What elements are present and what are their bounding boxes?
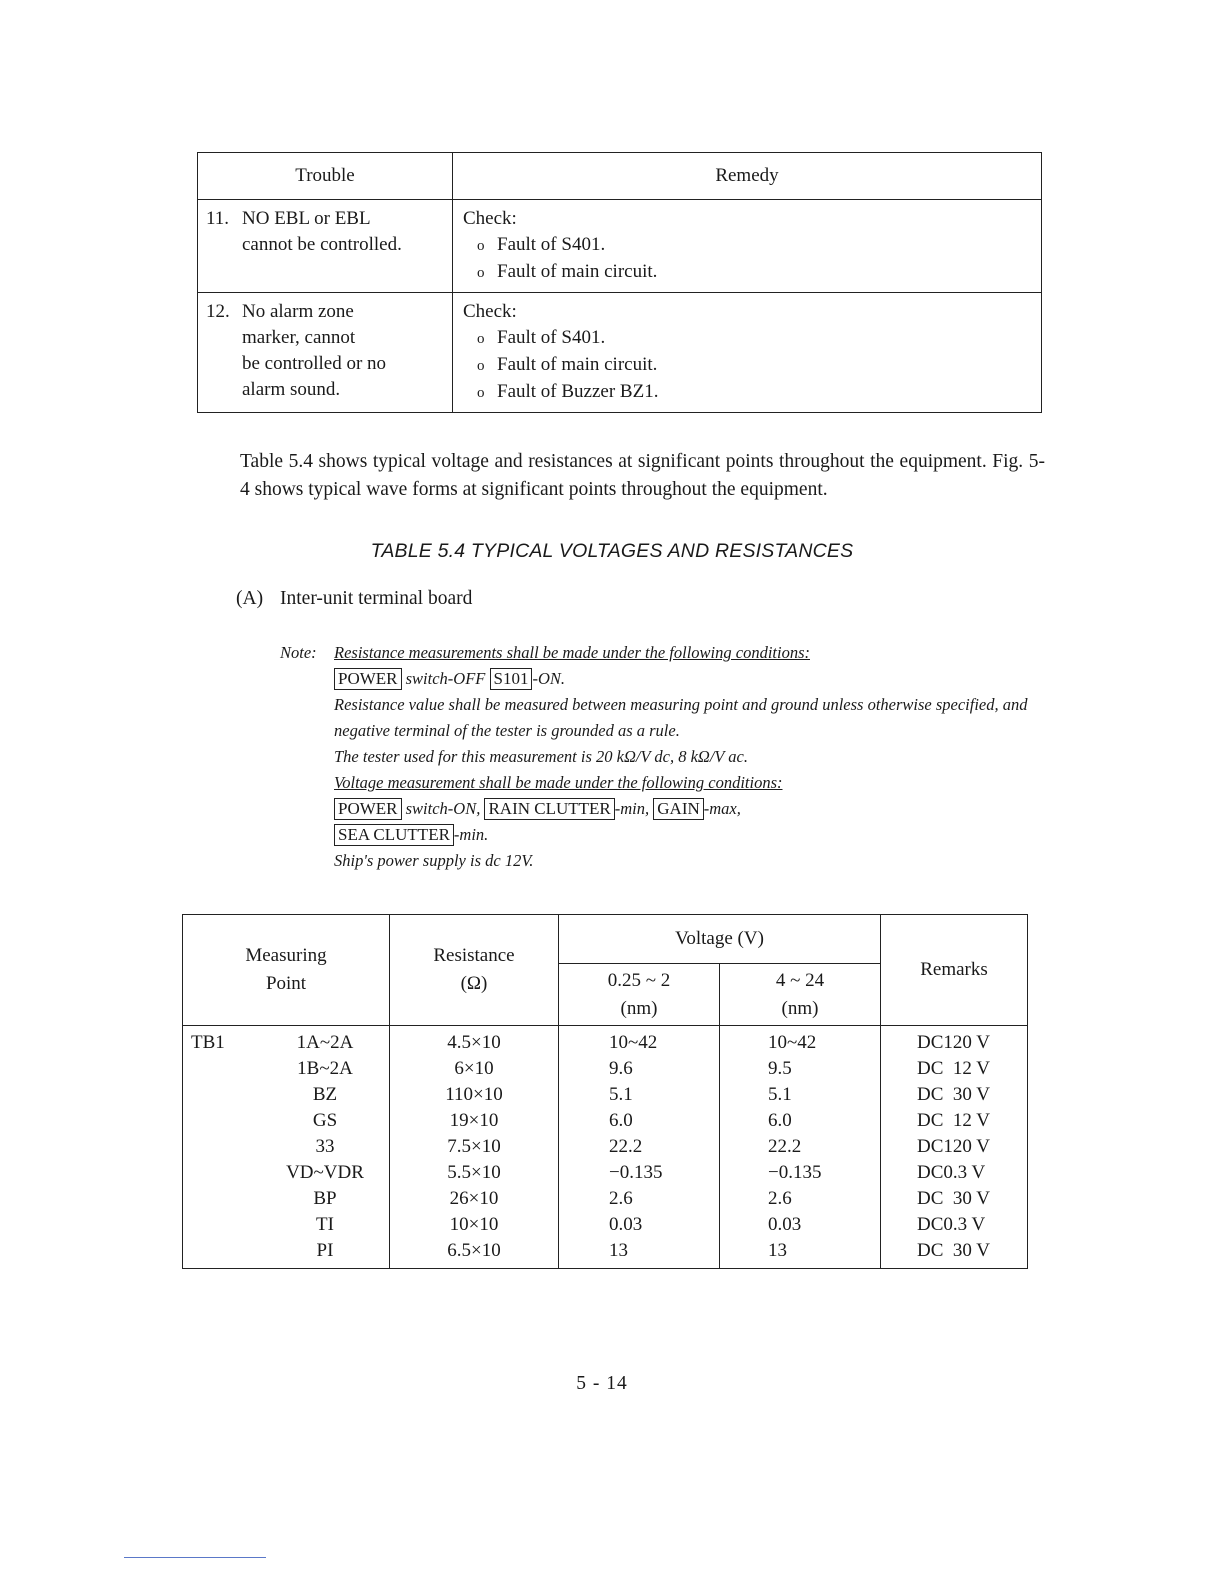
remedy-item: o Fault of S401. (463, 232, 1031, 259)
trouble-line: alarm sound. (242, 379, 341, 400)
point-item: 33 (315, 1136, 335, 1157)
footer-rule (124, 1557, 266, 1558)
intro-paragraph: Table 5.4 shows typical voltage and resistances at significant points throughout the equipment. Fig. 5-4 shows typical wave forms at significant points throughout the equipment. (240, 450, 1045, 500)
remedy-list (463, 232, 1031, 286)
trouble-cell (198, 200, 453, 293)
voltage-value: 5.1 (768, 1084, 792, 1105)
measuring-point-header (183, 915, 390, 1026)
trouble-number: 11. (206, 208, 230, 229)
remark-value: DC 12 V (917, 1058, 991, 1079)
point-item: BZ (312, 1084, 338, 1105)
header-line: Point (265, 973, 307, 994)
trouble-line: be controlled or no (242, 353, 387, 374)
voltage-value: 5.1 (609, 1084, 633, 1105)
note-text: switch-OFF (405, 669, 486, 688)
range1-header (559, 964, 720, 1026)
resistance-value: 6×10 (454, 1058, 494, 1079)
note-body (334, 640, 1040, 874)
note-line: Resistance value shall be measured between measuring point and ground unless otherwise specified, and negative terminal of the tester is grounded as a rule. (334, 695, 1028, 740)
voltage-value: 0.03 (609, 1214, 643, 1235)
trouble-header: Trouble (198, 153, 453, 200)
trouble-header-row (198, 153, 1042, 200)
voltage-value: 13 (609, 1240, 628, 1261)
trouble-line: marker, cannot (242, 327, 356, 348)
voltage-value: 2.6 (768, 1188, 792, 1209)
resistance-header (390, 915, 559, 1026)
point-item: PI (316, 1240, 334, 1261)
trouble-line: No alarm zone (242, 301, 354, 322)
resistance-value: 5.5×10 (447, 1162, 501, 1183)
rain-clutter-label: RAIN CLUTTER (484, 798, 614, 820)
remedy-item: o Fault of Buzzer BZ1. (463, 379, 1031, 406)
voltage-value: 10~42 (609, 1032, 658, 1053)
resistance-value: 19×10 (449, 1110, 499, 1131)
voltage-value: 10~42 (768, 1032, 817, 1053)
remark-value: DC0.3 V (917, 1162, 986, 1183)
header-line: (nm) (620, 997, 658, 1019)
voltage-value: 22.2 (768, 1136, 802, 1157)
power-switch-label: POWER (334, 798, 402, 820)
header-line: 4 ~ 24 (775, 969, 825, 991)
measuring-point-cell (183, 1026, 390, 1269)
voltage-value: 6.0 (609, 1110, 633, 1131)
note-line (334, 796, 1040, 822)
trouble-line: NO EBL or EBL (242, 208, 371, 229)
note-line (334, 666, 1040, 692)
measuring-point-wrap (183, 1030, 389, 1264)
section-heading (236, 588, 472, 610)
s101-switch-label: S101 (490, 668, 533, 690)
voltage-header: Voltage (V) (559, 915, 881, 964)
remarks-header: Remarks (881, 915, 1028, 1026)
remark-value: DC0.3 V (917, 1214, 986, 1235)
resistance-cell (390, 1026, 559, 1269)
header-line: Measuring (245, 945, 327, 966)
trouble-row (198, 200, 1042, 293)
remark-value: DC 30 V (917, 1240, 991, 1261)
note-line: The tester used for this measurement is 20 kΩ/V dc, 8 kΩ/V ac. (334, 747, 749, 766)
point-item: TI (316, 1214, 334, 1235)
table-title: TABLE 5.4 TYPICAL VOLTAGES AND RESISTANCES (370, 540, 854, 562)
remark-value: DC120 V (917, 1136, 991, 1157)
note-line: Voltage measurement shall be made under the following conditions: (334, 773, 783, 792)
note-line (334, 822, 1040, 848)
resistance-value: 110×10 (445, 1084, 503, 1105)
remark-value: DC 12 V (917, 1110, 991, 1131)
terminal-label: TB1 (191, 1032, 225, 1053)
resistance-value: 6.5×10 (447, 1240, 501, 1261)
resistance-value: 10×10 (449, 1214, 499, 1235)
check-label: Check: (463, 301, 517, 322)
resistance-value: 4.5×10 (447, 1032, 501, 1053)
trouble-cell (198, 293, 453, 413)
remedy-item: o Fault of S401. (463, 325, 1031, 352)
volt-header-row (183, 915, 1028, 964)
point-item: GS (312, 1110, 338, 1131)
remedy-cell (453, 200, 1042, 293)
trouble-row (198, 293, 1042, 413)
remarks-cell (881, 1026, 1028, 1269)
point-item: BP (313, 1188, 337, 1209)
remark-value: DC120 V (917, 1032, 991, 1053)
note-text: switch-ON, (405, 799, 481, 818)
voltage-value: 9.6 (609, 1058, 633, 1079)
voltage-resistance-table (182, 914, 1028, 1269)
resistance-value: 7.5×10 (447, 1136, 501, 1157)
range2-header (720, 964, 881, 1026)
note-line: Ship's power supply is dc 12V. (334, 851, 534, 870)
note-label: Note: (280, 643, 317, 662)
note-text: -min. (453, 825, 489, 844)
voltage-range2-cell (720, 1026, 881, 1269)
voltage-value: 0.03 (768, 1214, 802, 1235)
point-item: 1B~2A (297, 1058, 353, 1079)
section-label: (A) (236, 588, 264, 609)
gain-label: GAIN (653, 798, 704, 820)
sea-clutter-label: SEA CLUTTER (334, 824, 454, 846)
note-line: Resistance measurements shall be made under the following conditions: (334, 643, 810, 662)
voltage-value: 13 (768, 1240, 787, 1261)
trouble-remedy-table (197, 152, 1042, 413)
header-line: (nm) (781, 997, 819, 1019)
measurement-note (280, 640, 1040, 874)
header-line: Resistance (433, 945, 515, 966)
remark-value: DC 30 V (917, 1188, 991, 1209)
trouble-line: cannot be controlled. (242, 234, 402, 255)
voltage-value: 9.5 (768, 1058, 792, 1079)
voltage-value: −0.135 (609, 1162, 663, 1183)
note-text: -min, (614, 799, 650, 818)
point-item: 1A~2A (296, 1032, 354, 1053)
remedy-list (463, 325, 1031, 406)
header-line: (Ω) (460, 973, 488, 994)
header-line: 0.25 ~ 2 (607, 969, 671, 991)
remedy-cell (453, 293, 1042, 413)
trouble-number: 12. (206, 301, 230, 322)
point-item: VD~VDR (286, 1162, 364, 1183)
remark-value: DC 30 V (917, 1084, 991, 1105)
note-text: -max, (703, 799, 741, 818)
remedy-item: o Fault of main circuit. (463, 352, 1031, 379)
voltage-range1-cell (559, 1026, 720, 1269)
power-switch-label: POWER (334, 668, 402, 690)
remedy-item: o Fault of main circuit. (463, 259, 1031, 286)
point-list (275, 1030, 375, 1264)
note-text: -ON. (532, 669, 566, 688)
remedy-header: Remedy (453, 153, 1042, 200)
check-label: Check: (463, 208, 517, 229)
voltage-value: 22.2 (609, 1136, 643, 1157)
page-number: 5 - 14 (576, 1373, 628, 1394)
volt-body-row (183, 1026, 1028, 1269)
voltage-value: 2.6 (609, 1188, 633, 1209)
voltage-value: −0.135 (768, 1162, 822, 1183)
resistance-value: 26×10 (449, 1188, 499, 1209)
section-title: Inter-unit terminal board (280, 588, 473, 609)
voltage-value: 6.0 (768, 1110, 792, 1131)
